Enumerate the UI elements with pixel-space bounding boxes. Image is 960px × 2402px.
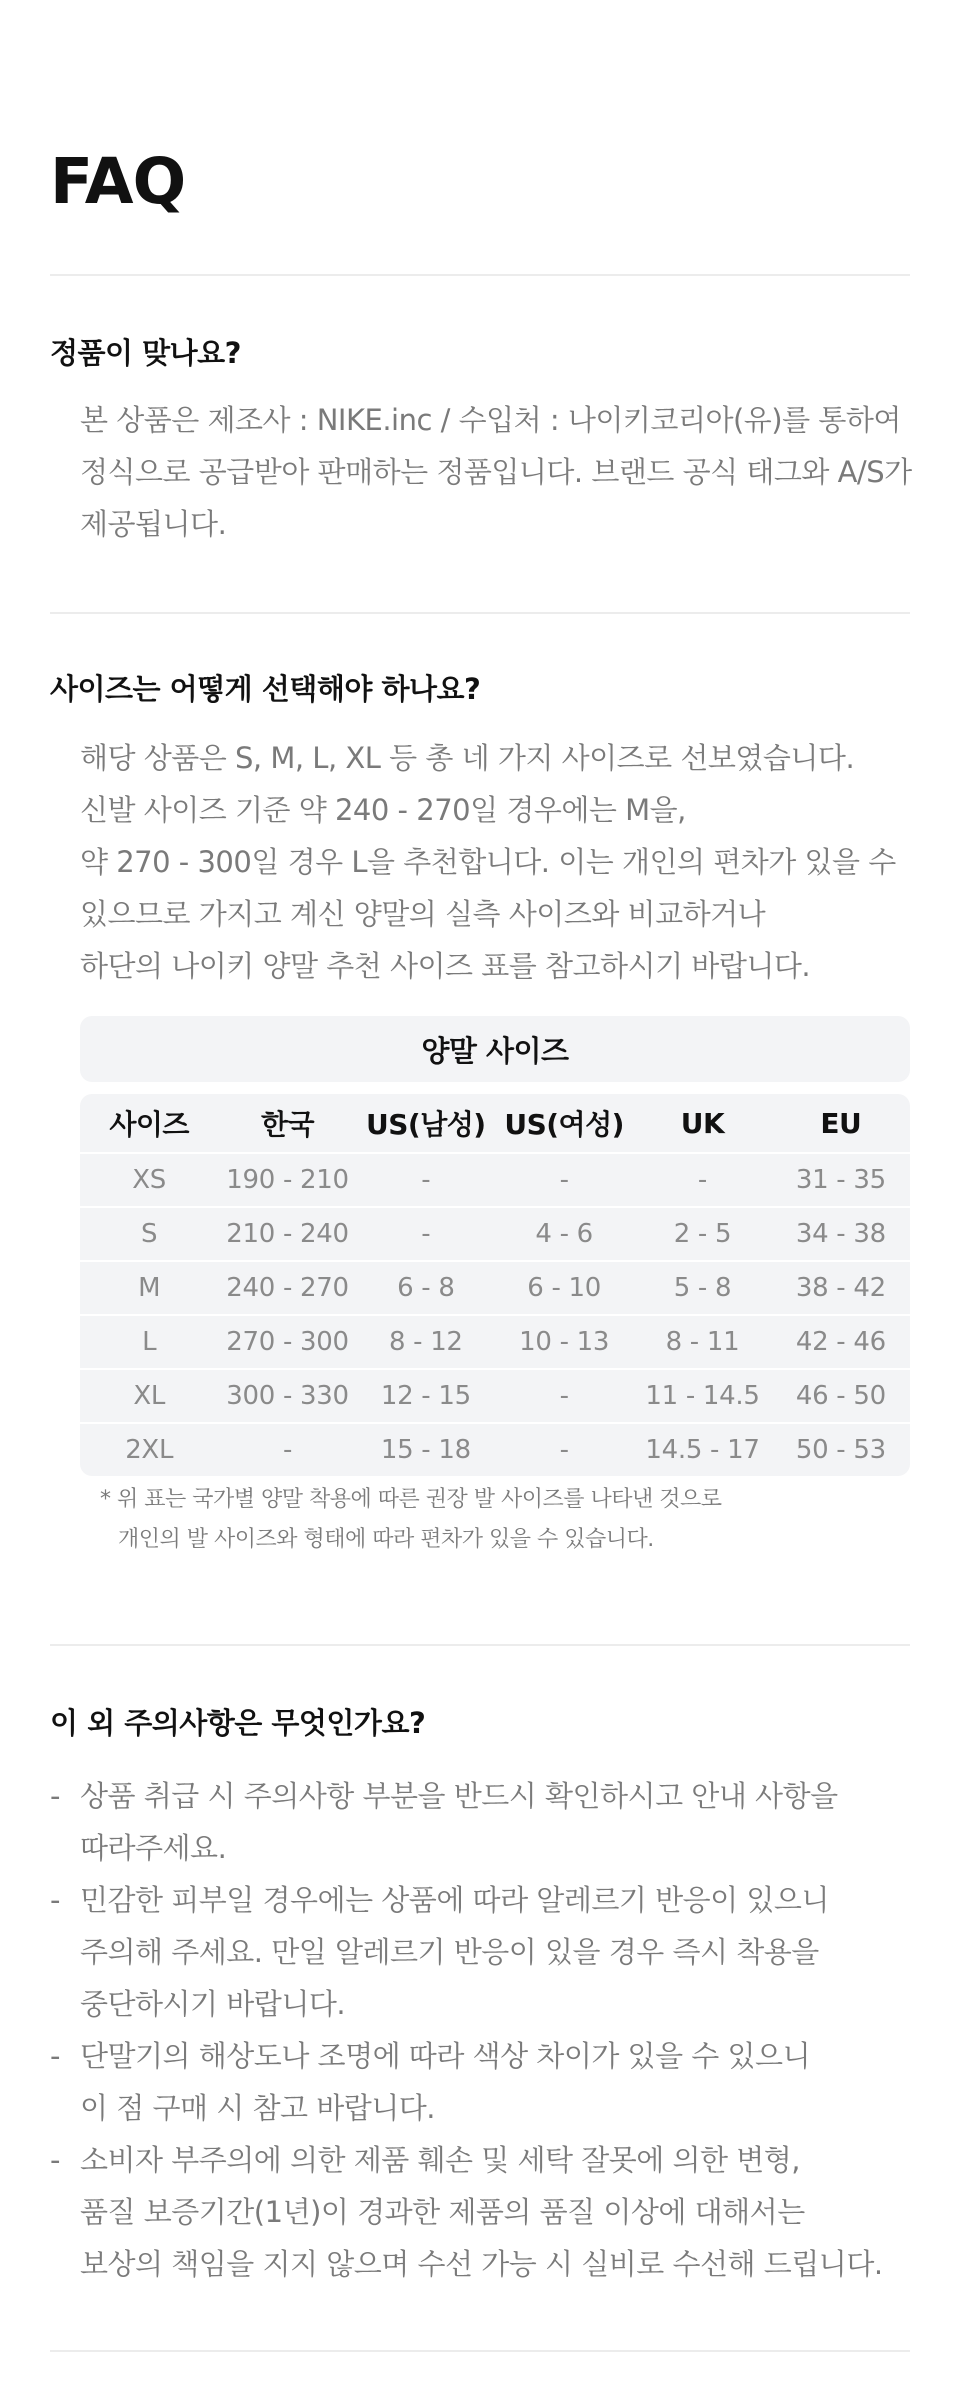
table-cell: - (282, 1435, 293, 1465)
answer-line: 해당 상품은 S, M, L, XL 등 총 네 가지 사이즈로 선보였습니다. (80, 741, 855, 775)
table-cell: XL (80, 1369, 218, 1423)
answer-line: 본 상품은 제조사 : NIKE.inc / 수입처 : 나이키코리아(유)를 통하여 (80, 403, 901, 437)
column-header: EU (772, 1094, 910, 1153)
divider (50, 2350, 910, 2352)
bullet-line: 따라주세요. (80, 1831, 227, 1865)
bullet-line: 이 점 구매 시 참고 바랍니다. (80, 2091, 435, 2125)
table-cell: M (80, 1261, 218, 1315)
column-header: 사이즈 (80, 1094, 218, 1153)
table-cell: 34 - 38 (772, 1207, 910, 1261)
table-cell: 190 - 210 (218, 1153, 356, 1207)
bullet-line: 품질 보증기간(1년)이 경과한 제품의 품질 이상에 대해서는 (80, 2195, 805, 2229)
list-item (50, 2030, 910, 2134)
table-cell: 38 - 42 (772, 1261, 910, 1315)
table-cell: 31 - 35 (772, 1153, 910, 1207)
table-row (80, 1261, 910, 1315)
bullet-line: 주의해 주세요. 만일 알레르기 반응이 있을 경우 즉시 착용을 (80, 1935, 819, 1969)
table-cell: 8 - 11 (633, 1315, 771, 1369)
faq-question-size: 사이즈는 어떻게 선택해야 하나요? (50, 672, 481, 706)
table-cell: 50 - 53 (795, 1435, 886, 1465)
table-cell: 6 - 8 (357, 1261, 495, 1315)
divider (50, 274, 910, 276)
table-cell: 5 - 8 (633, 1261, 771, 1315)
table-cell: 12 - 15 (357, 1369, 495, 1423)
table-cell: 8 - 12 (357, 1315, 495, 1369)
answer-line: 정식으로 공급받아 판매하는 정품입니다. 브랜드 공식 태그와 A/S가 (80, 455, 912, 489)
note-line: 개인의 발 사이즈와 형태에 따라 편차가 있을 수 있습니다. (118, 1527, 654, 1552)
bullet-line: 소비자 부주의에 의한 제품 훼손 및 세탁 잘못에 의한 변형, (80, 2143, 801, 2177)
table-cell: 2XL (125, 1435, 174, 1465)
table-row (80, 1207, 910, 1261)
table-cell: 14.5 - 17 (645, 1435, 760, 1465)
cautions-list (50, 1770, 910, 2290)
table-cell: 240 - 270 (218, 1261, 356, 1315)
table-cell: XS (80, 1153, 218, 1207)
bullet-line: 보상의 책임을 지지 않으며 수선 가능 시 실비로 수선해 드립니다. (80, 2247, 883, 2281)
table-cell: - (559, 1435, 569, 1465)
table-cell: 15 - 18 (380, 1435, 471, 1465)
table-row (80, 1315, 910, 1369)
answer-line: 신발 사이즈 기준 약 240 - 270일 경우에는 M을, (80, 793, 686, 827)
size-table (80, 1094, 910, 1476)
divider (50, 612, 910, 614)
bullet-line: 민감한 피부일 경우에는 상품에 따라 알레르기 반응이 있으니 (80, 1883, 829, 1917)
answer-line: 약 270 - 300일 경우 L을 추천합니다. 이는 개인의 편차가 있을 수 (80, 845, 896, 879)
table-cell: 4 - 6 (495, 1207, 633, 1261)
table-row (80, 1153, 910, 1207)
bullet-dash: - (50, 2039, 60, 2073)
table-cell: - (495, 1153, 633, 1207)
table-cell: - (633, 1153, 771, 1207)
table-cell: L (80, 1315, 218, 1369)
column-header: UK (633, 1094, 771, 1153)
table-cell: 2 - 5 (633, 1207, 771, 1261)
faq-question-authentic: 정품이 맞나요? (50, 336, 242, 370)
faq-answer-authentic (80, 394, 912, 550)
faq-question-cautions: 이 외 주의사항은 무엇인가요? (50, 1706, 426, 1740)
table-cell: - (357, 1207, 495, 1261)
table-cell: 270 - 300 (218, 1315, 356, 1369)
answer-line: 있으므로 가지고 계신 양말의 실측 사이즈와 비교하거나 (80, 897, 766, 931)
list-item (50, 1770, 910, 1874)
bullet-dash: - (50, 1883, 60, 1917)
bullet-line: 중단하시기 바랍니다. (80, 1987, 346, 2021)
note-line: * 위 표는 국가별 양말 착용에 따른 권장 발 사이즈를 나타낸 것으로 (100, 1487, 722, 1512)
table-cell: 11 - 14.5 (633, 1369, 771, 1423)
column-header: US(남성) (357, 1094, 495, 1153)
bullet-dash: - (50, 1779, 60, 1813)
table-cell: - (495, 1369, 633, 1423)
table-cell: 6 - 10 (495, 1261, 633, 1315)
list-item (50, 1874, 910, 2030)
table-cell: - (357, 1153, 495, 1207)
table-cell: 42 - 46 (772, 1315, 910, 1369)
bullet-line: 단말기의 해상도나 조명에 따라 색상 차이가 있을 수 있으니 (80, 2039, 811, 2073)
table-cell: 300 - 330 (218, 1369, 356, 1423)
table-cell: 210 - 240 (218, 1207, 356, 1261)
size-table-note (100, 1480, 721, 1560)
table-row (80, 1369, 910, 1423)
table-cell: 46 - 50 (772, 1369, 910, 1423)
faq-answer-size (80, 732, 900, 992)
bullet-dash: - (50, 2143, 60, 2177)
table-row (80, 1423, 910, 1476)
column-header: US(여성) (495, 1094, 633, 1153)
table-cell: S (80, 1207, 218, 1261)
page-title: FAQ (50, 145, 186, 218)
list-item (50, 2134, 910, 2290)
bullet-line: 상품 취급 시 주의사항 부분을 반드시 확인하시고 안내 사항을 (80, 1779, 838, 1813)
table-cell: 10 - 13 (495, 1315, 633, 1369)
answer-line: 제공됩니다. (80, 507, 227, 541)
table-header-row (80, 1094, 910, 1153)
column-header: 한국 (218, 1094, 356, 1153)
size-table-title: 양말 사이즈 (80, 1016, 910, 1082)
answer-line: 하단의 나이키 양말 추천 사이즈 표를 참고하시기 바랍니다. (80, 949, 811, 983)
divider (50, 1644, 910, 1646)
